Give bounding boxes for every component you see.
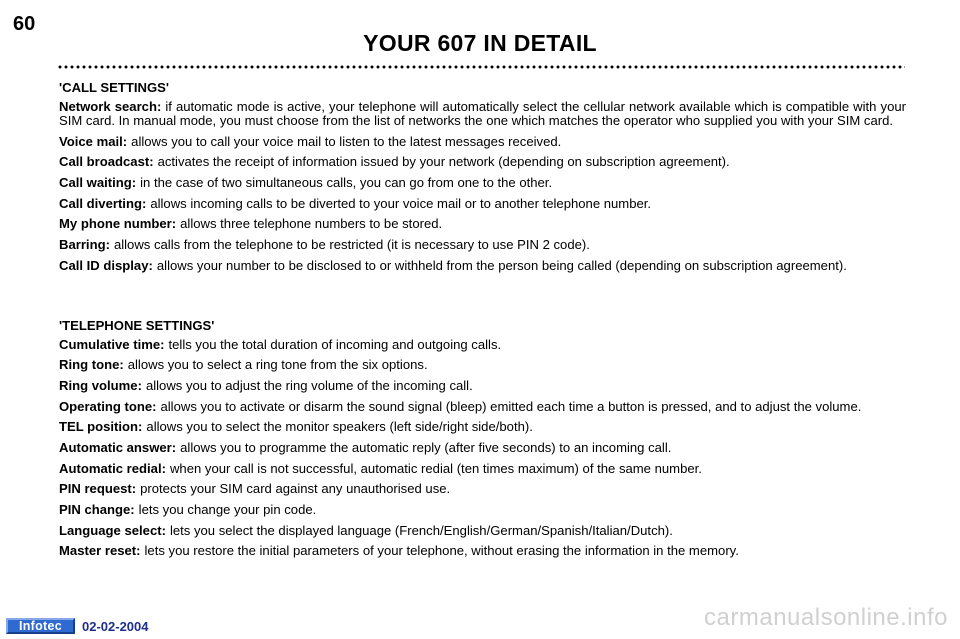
setting-term: My phone number: — [59, 216, 177, 232]
setting-entry — [59, 155, 906, 169]
infotec-logo: Infotec — [6, 618, 75, 634]
setting-entry — [59, 400, 906, 414]
setting-term: Call waiting: — [59, 175, 137, 191]
setting-entry — [59, 462, 906, 476]
setting-term: Master reset: — [59, 543, 141, 559]
page-title: YOUR 607 IN DETAIL — [363, 30, 597, 56]
setting-description: allows you to programme the automatic reply (after five seconds) to an incoming call. — [180, 439, 672, 455]
footer-date: 02-02-2004 — [82, 619, 149, 634]
setting-description: allows you to adjust the ring volume of the incoming call. — [145, 377, 473, 393]
setting-term: Automatic answer: — [59, 439, 177, 455]
setting-description: in the case of two simultaneous calls, you can go from one to the other. — [140, 175, 553, 191]
setting-entry — [59, 197, 906, 211]
setting-description: allows you to call your voice mail to listen to the latest messages received. — [131, 133, 562, 149]
setting-description: when your call is not successful, automatic redial (ten times maximum) of the same number. — [169, 460, 702, 476]
setting-entry — [59, 100, 906, 128]
setting-term: Cumulative time: — [59, 336, 165, 352]
setting-term: Automatic redial: — [59, 460, 166, 476]
setting-description: allows incoming calls to be diverted to your voice mail or to another telephone number. — [150, 195, 652, 211]
section-spacer — [59, 280, 906, 319]
dotted-divider — [57, 64, 905, 70]
setting-term: Barring: — [59, 237, 110, 253]
setting-entry — [59, 544, 906, 558]
telephone-settings-list — [59, 338, 906, 559]
setting-term: Voice mail: — [59, 133, 128, 149]
call-settings-list — [59, 100, 906, 273]
setting-term: Call ID display: — [59, 257, 153, 273]
telephone-settings-heading: 'TELEPHONE SETTINGS' — [59, 317, 215, 333]
setting-entry — [59, 135, 906, 149]
setting-term: TEL position: — [59, 419, 143, 435]
setting-description: allows you to activate or disarm the sound signal (bleep) emitted each time a button is pressed, and to adjust the volume. — [160, 398, 862, 414]
setting-entry — [59, 524, 906, 538]
setting-description: protects your SIM card against any unauthorised use. — [140, 481, 451, 497]
setting-entry — [59, 259, 906, 273]
setting-entry — [59, 217, 906, 231]
setting-term: Call diverting: — [59, 195, 147, 211]
setting-description: activates the receipt of information issued by your network (depending on subscription agreement). — [157, 154, 730, 170]
setting-term: PIN change: — [59, 502, 135, 517]
setting-description: lets you change your pin code. — [138, 502, 317, 517]
setting-description: allows three telephone numbers to be stored. — [180, 216, 443, 232]
setting-term: Language select: — [59, 522, 166, 538]
document-body — [59, 81, 906, 565]
call-settings-heading: 'CALL SETTINGS' — [59, 80, 170, 95]
setting-term: Network search: — [59, 99, 162, 114]
setting-description: allows your number to be disclosed to or withheld from the person being called (depending on subscription agreement). — [156, 257, 847, 273]
setting-entry — [59, 379, 906, 393]
setting-entry — [59, 441, 906, 455]
setting-term: Call broadcast: — [59, 154, 154, 170]
setting-description: allows you to select a ring tone from the six options. — [127, 357, 428, 373]
setting-term: Ring tone: — [59, 357, 124, 373]
setting-description: if automatic mode is active, your telephone will automatically select the cellular network available which is compatible with your SIM card. In manual mode, you must choose from the list of networks the one which matches the operator who supplied you with your SIM card. — [59, 99, 906, 128]
setting-term: PIN request: — [59, 481, 137, 497]
watermark: carmanualsonline.info — [704, 604, 948, 631]
setting-entry — [59, 238, 906, 252]
setting-entry — [59, 482, 906, 496]
setting-entry — [59, 420, 906, 434]
page-number: 60 — [13, 13, 36, 35]
setting-description: lets you restore the initial parameters of your telephone, without erasing the information in the memory. — [144, 543, 739, 559]
setting-term: Ring volume: — [59, 377, 142, 393]
setting-entry — [59, 358, 906, 372]
setting-description: allows calls from the telephone to be restricted (it is necessary to use PIN 2 code). — [113, 237, 590, 253]
setting-description: tells you the total duration of incoming and outgoing calls. — [168, 336, 502, 352]
setting-description: lets you select the displayed language (French/English/German/Spanish/Italian/Dutch). — [169, 522, 673, 538]
setting-entry — [59, 338, 906, 352]
setting-description: allows you to select the monitor speakers (left side/right side/both). — [146, 419, 533, 435]
setting-term: Operating tone: — [59, 398, 157, 414]
setting-entry — [59, 503, 906, 517]
setting-entry — [59, 176, 906, 190]
